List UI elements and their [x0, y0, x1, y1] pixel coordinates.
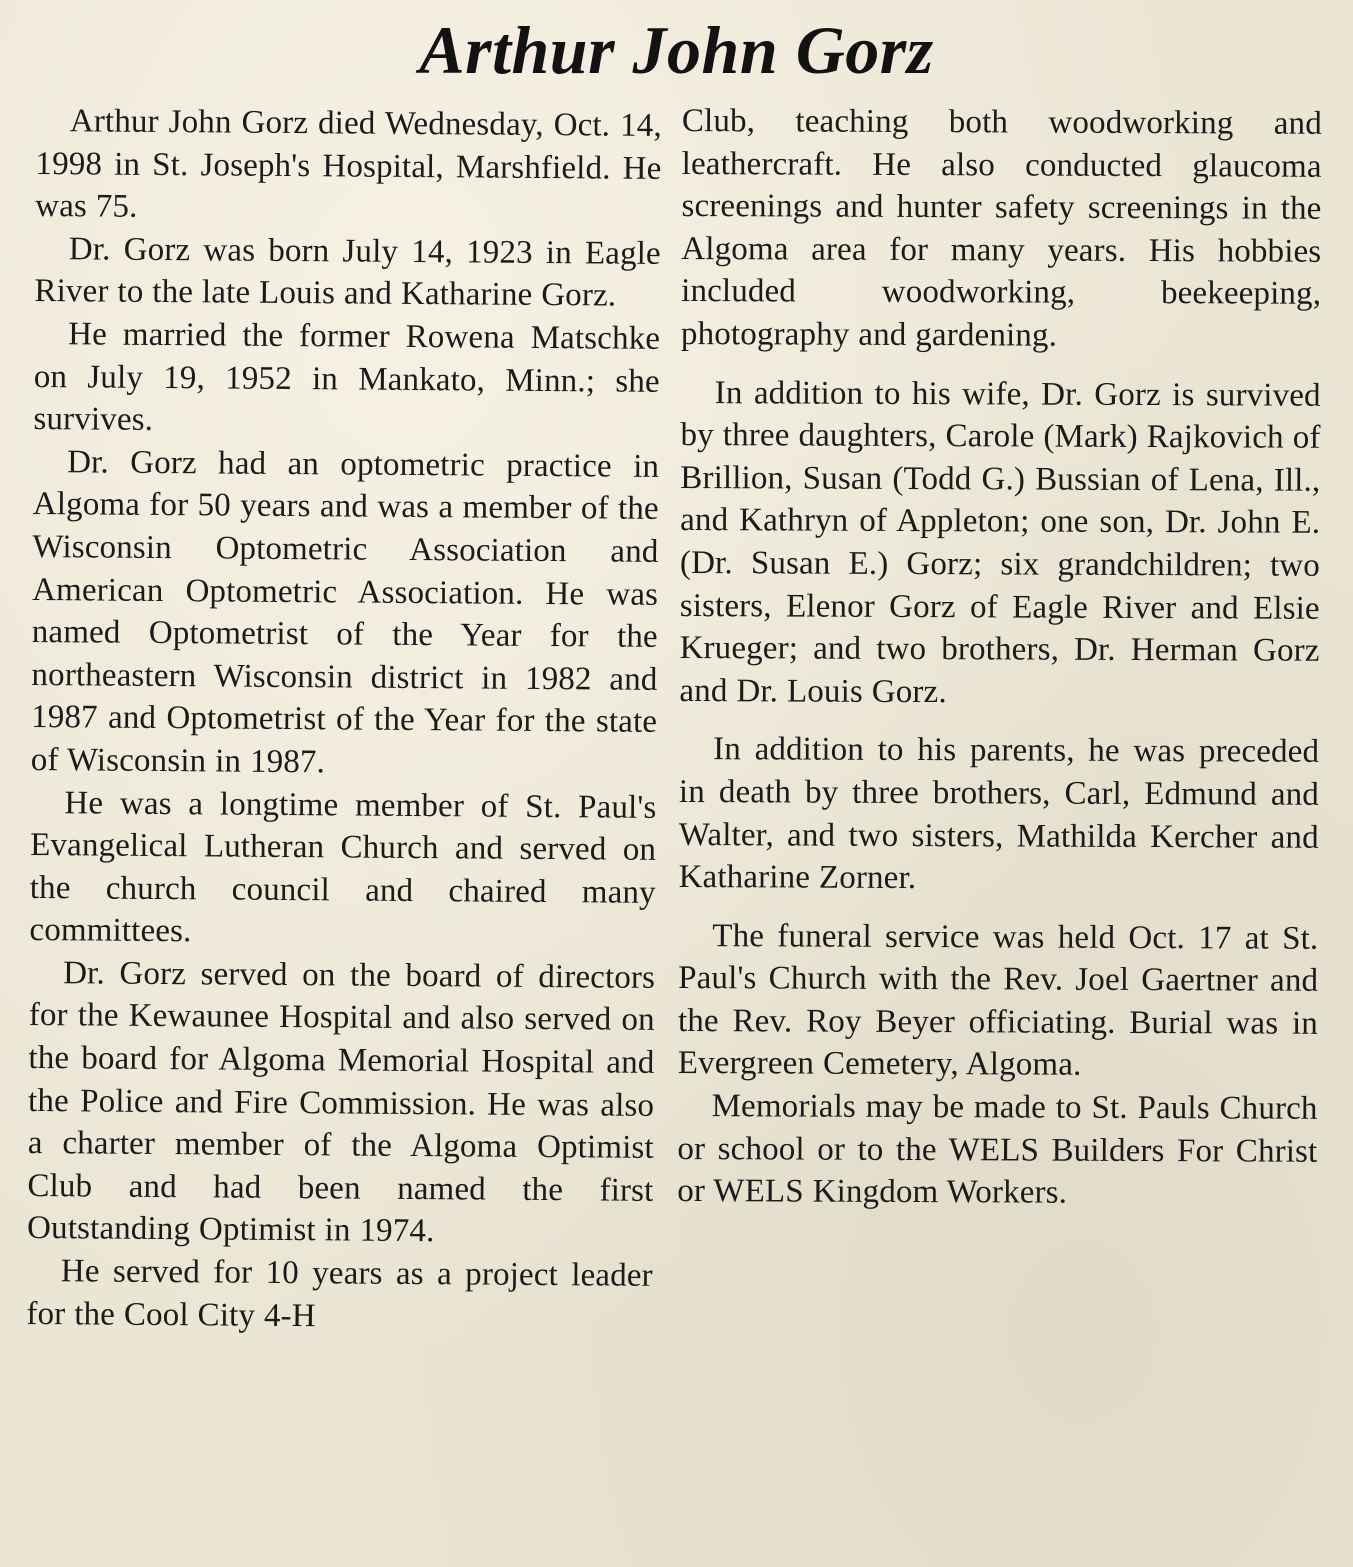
paragraph-preceded-in-death: In addition to his parents, he was preceded in death by three brothers, Carl, Edmund and Walter, and two sisters, Mathilda Kercher and Katharine Zorner.	[678, 731, 1320, 897]
paragraph-birth: Dr. Gorz was born July 14, 1923 in Eagle River to the late Louis and Katharine Gorz.	[34, 231, 661, 314]
left-column	[26, 100, 662, 1340]
paragraph-4h-leader: He served for 10 years as a project leader for the Cool City 4-H	[26, 1253, 653, 1334]
paragraph-funeral-service: The funeral service was held Oct. 17 at St. Paul's Church with the Rev. Joel Gaertner and the Rev. Roy Beyer officiating. Burial was in Evergreen Cemetery, Algoma.	[677, 917, 1319, 1084]
paragraph-memorials: Memorials may be made to St. Pauls Church or school or to the WELS Builders For Christ or WELS Kingdom Workers.	[677, 1088, 1318, 1211]
paragraph-church-membership: He was a longtime member of St. Paul's Evangelical Lutheran Church and served on the church council and chaired many committees.	[29, 784, 657, 950]
paragraph-marriage: He married the former Rowena Matschke on July 19, 1952 in Mankato, Minn.; she survives.	[33, 316, 661, 439]
paragraph-death-notice: Arthur John Gorz died Wednesday, Oct. 14, 1998 in St. Joseph's Hospital, Marshfield. He was 75.	[35, 103, 662, 225]
paragraph-boards-and-clubs: Dr. Gorz served on the board of directors for the Kewaunee Hospital and also served on the board for Algoma Memorial Hospital and the Police and Fire Commission. He was also a charter member of the Algoma Optimist Club and had been named the first Outstanding Optimist in 1974.	[26, 955, 656, 1250]
paragraph-optometric-practice: Dr. Gorz had an optometric practice in Algoma for 50 years and was a member of the Wisconsin Optometric Association and American Optometric Association. He was named Optometrist of the Year for the northeastern Wisconsin district in 1982 and 1987 and Optometrist of the Year for the state of Wisconsin in 1987.	[30, 444, 660, 781]
paragraph-survivors: In addition to his wife, Dr. Gorz is survived by three daughters, Carole (Mark) Rajkovich of Brillion, Susan (Todd G.) Bussian of Lena, Ill., and Kathryn of Appleton; one son, Dr. John E. (Dr. Susan E.) Gorz; six grandchildren; two sisters, Elenor Gorz of Eagle River and Elsie Krueger; and two brothers, Dr. Herman Gorz and Dr. Louis Gorz.	[679, 374, 1321, 710]
paragraph-4h-continued: Club, teaching both woodworking and leathercraft. He also conducted glaucoma screenings and hunter safety screenings in the Algoma area for many years. His hobbies included woodworking, beekeeping, photography and gardening.	[680, 102, 1322, 354]
headline: Arthur John Gorz	[419, 12, 934, 88]
right-column	[677, 100, 1322, 1216]
